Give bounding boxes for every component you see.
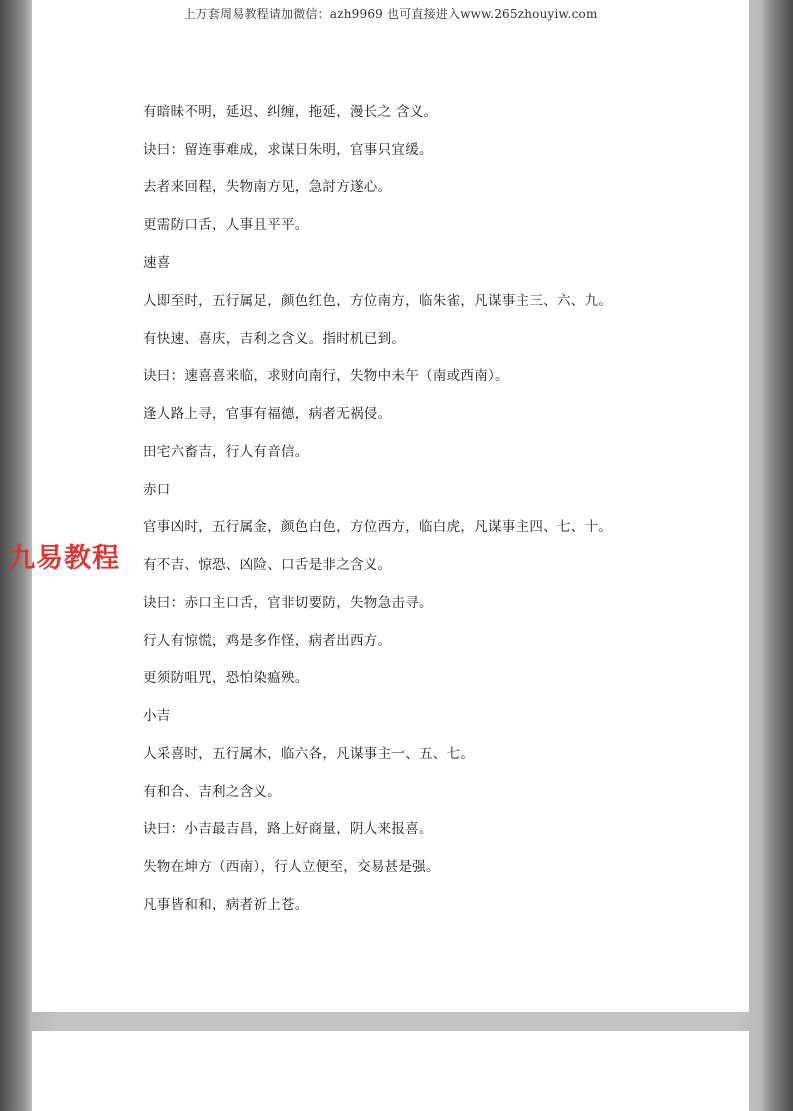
text-line: 有和合、吉利之含义。 [143, 784, 281, 800]
text-line: 有不吉、惊恐、凶险、口舌是非之含义。 [143, 557, 392, 573]
section-heading: 速喜 [143, 255, 171, 271]
next-document-page [32, 1031, 749, 1111]
text-line: 凡事皆和和，病者祈上苍。 [143, 897, 309, 913]
text-line: 人即至时，五行属足，颜色红色，方位南方，临朱雀，凡谋事主三、六、九。 [143, 293, 613, 309]
text-line: 田宅六畜吉，行人有音信。 [143, 444, 309, 460]
text-line: 行人有惊慌，鸡是多作怪，病者出西方。 [143, 633, 392, 649]
text-line: 官事凶时，五行属金，颜色白色，方位西方，临白虎，凡谋事主四、七、十。 [143, 519, 613, 535]
header-watermark: 上万套周易教程请加微信：azh9969 也可直接进入www.265zhouyiw.com [183, 7, 598, 21]
text-line: 失物在坤方（西南），行人立便至，交易甚是强。 [143, 859, 440, 875]
brand-logo: 九易教程 [8, 543, 120, 574]
text-line: 诀曰：赤口主口舌，官非切要防，失物急击寻。 [143, 595, 433, 611]
text-line: 去者来回程，失物南方见，急討方遂心。 [143, 179, 392, 195]
document-page [32, 0, 749, 1012]
text-line: 诀曰：留连事难成，求谋日朱明，官事只宜缓。 [143, 142, 433, 158]
text-line: 诀曰：小吉最吉昌，路上好商量，阴人来报喜。 [143, 821, 433, 837]
section-heading: 小吉 [143, 708, 171, 724]
text-line: 诀曰：速喜喜来临，求财向南行，失物中未午（南或西南）。 [143, 368, 509, 384]
section-heading: 赤口 [143, 482, 171, 498]
text-line: 有暗昧不明，延迟、纠缠，拖延，漫长之 含义。 [143, 104, 438, 120]
text-line: 逢人路上寻，官事有福德，病者无祸侵。 [143, 406, 392, 422]
text-line: 更须防咀咒，恐怕染瘟殃。 [143, 670, 309, 686]
text-line: 有快速、喜庆，吉利之含义。指时机已到。 [143, 331, 406, 347]
text-line: 更需防口舌，人事且平平。 [143, 217, 309, 233]
text-line: 人采喜时，五行属木，临六各，凡谋事主一、五、七。 [143, 746, 475, 762]
